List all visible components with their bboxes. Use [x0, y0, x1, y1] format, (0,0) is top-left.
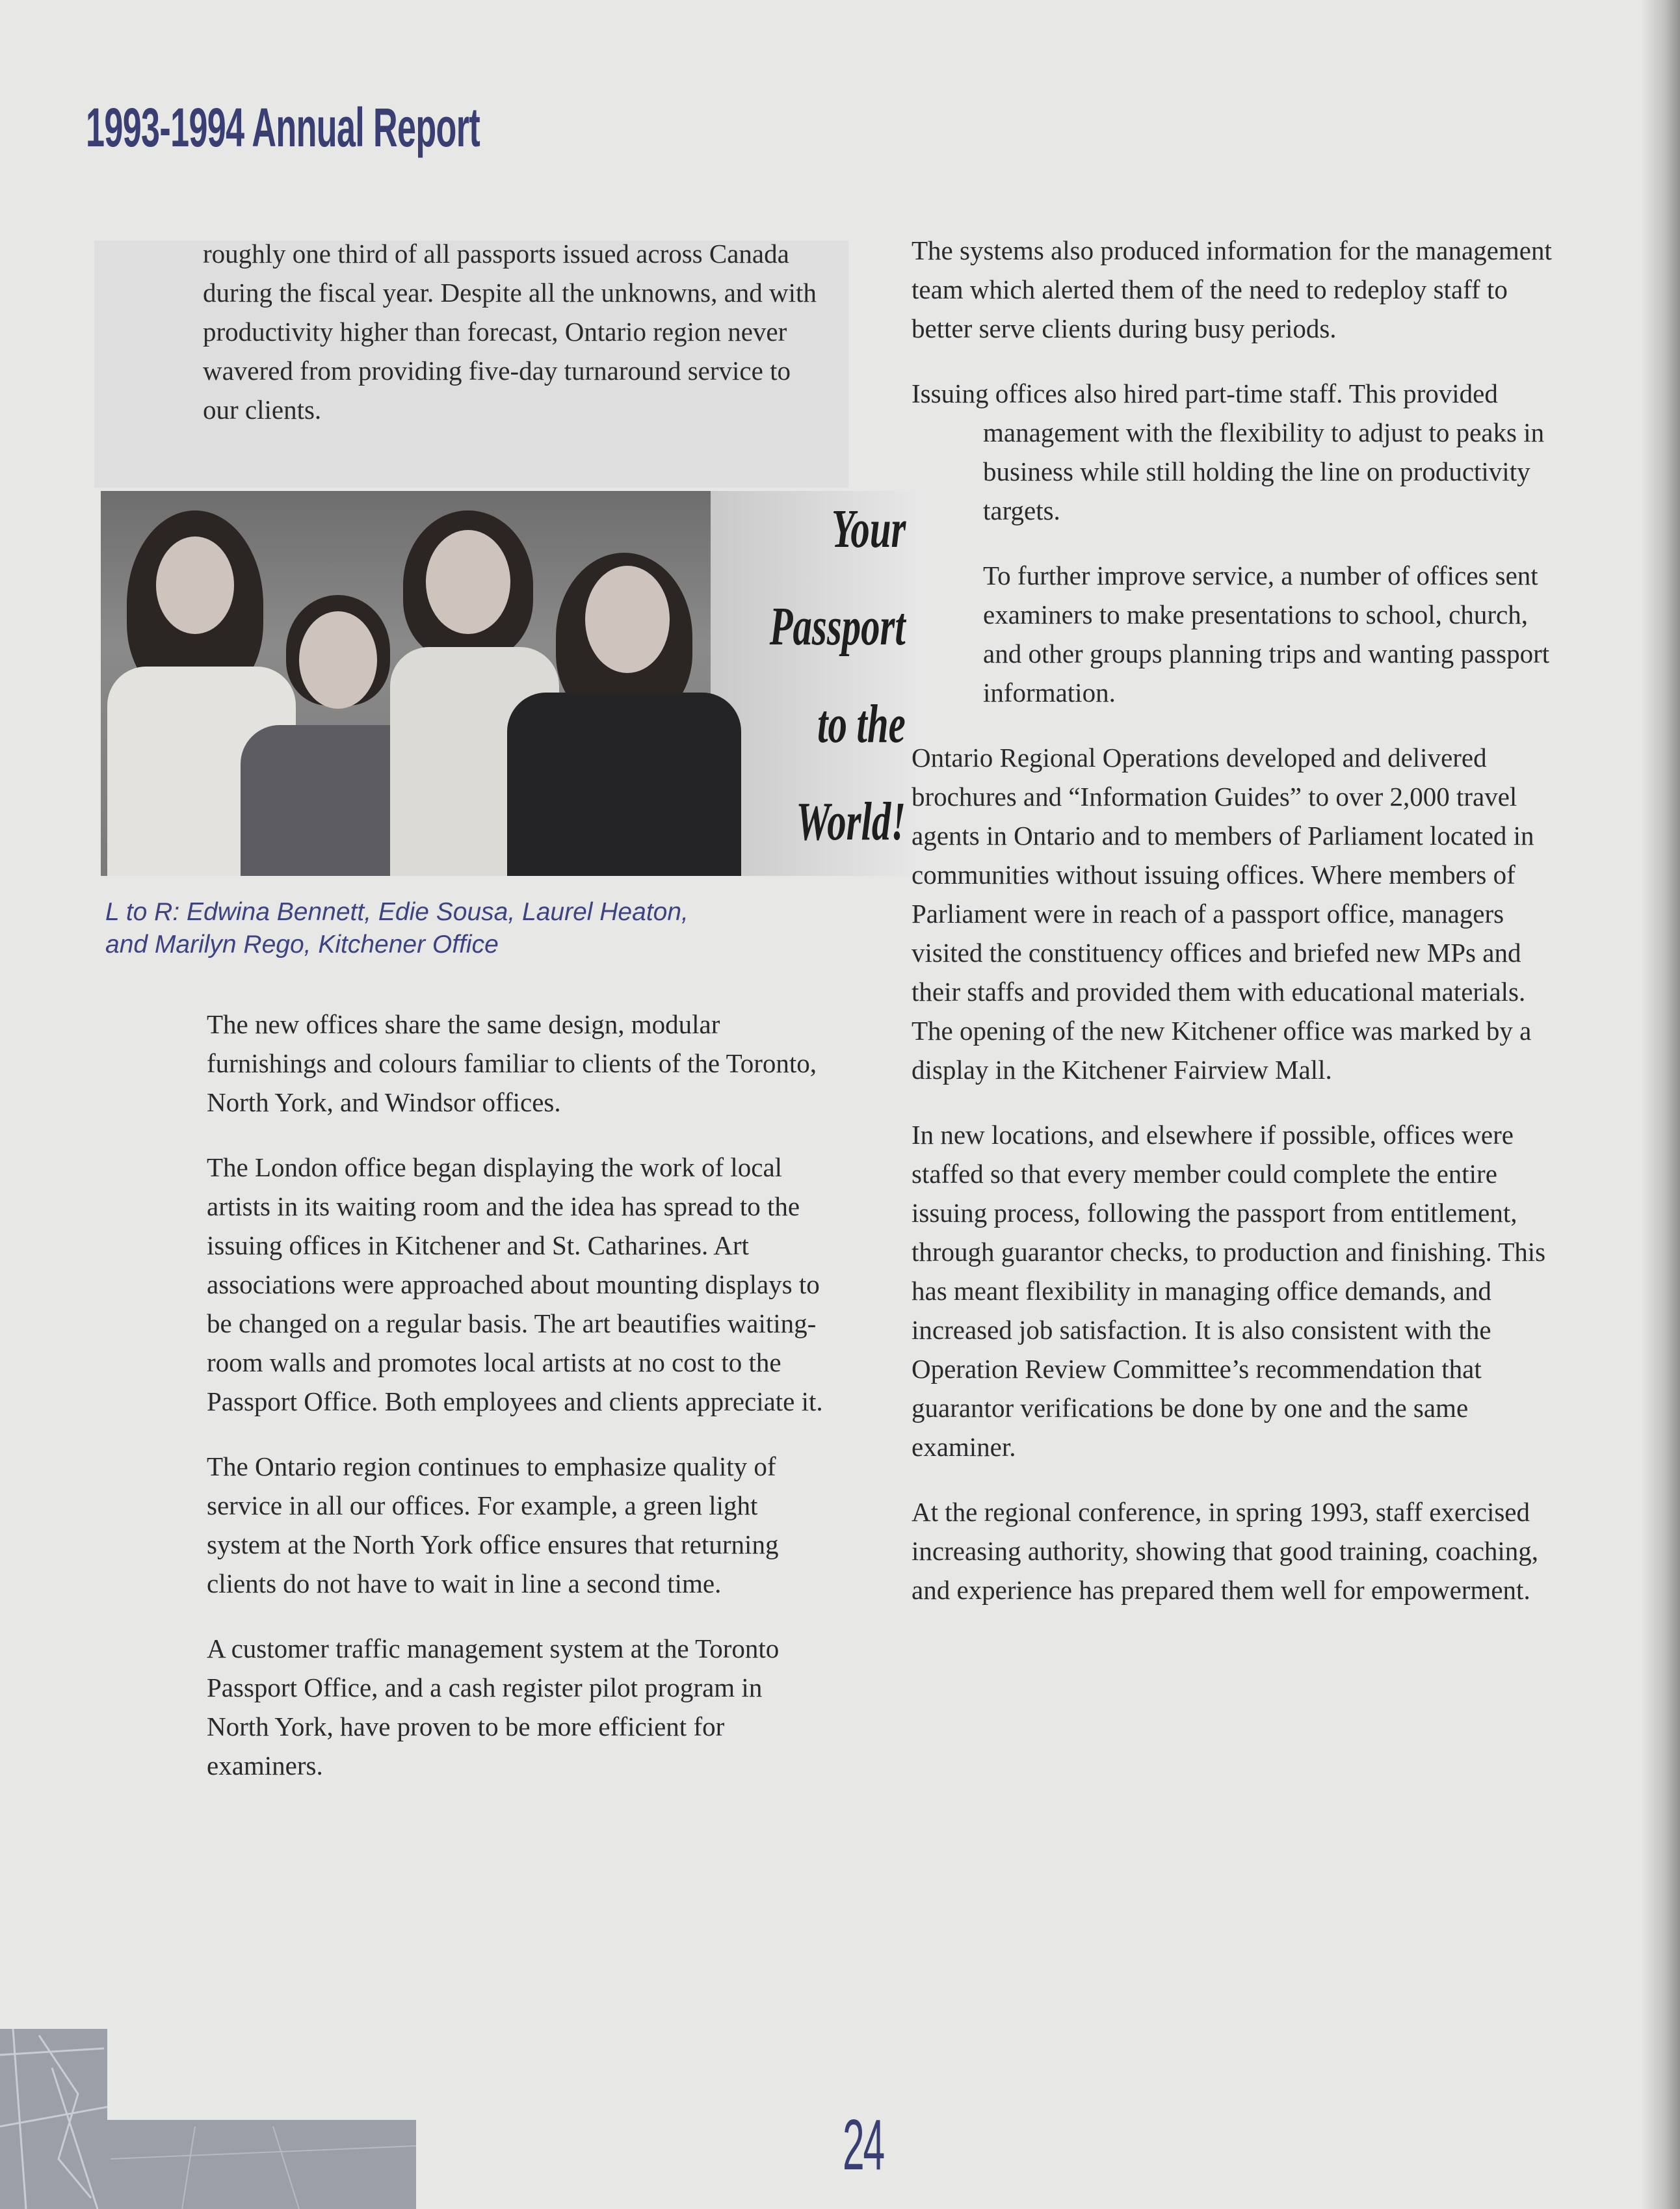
photo-caption: [105, 896, 853, 961]
slogan-line-4: World!: [796, 791, 906, 852]
slogan-line-2: Passport: [769, 596, 906, 657]
left-column-top: [203, 234, 827, 455]
running-header: 1993-1994 Annual Report: [86, 97, 480, 158]
paragraph: The Ontario region continues to emphasize quality of service in all our offices. For example, a green light system at the North York office ensures that returning clients do not have to wait in line a second time.: [207, 1451, 779, 1598]
map-lines-icon: [0, 2029, 416, 2209]
paragraph: Ontario Regional Operations developed and delivered brochures and “Information Guides” to over 2,000 travel agents in Ontario and to members of Parliament located in communities without issuing offices. Where members of Parliament were in reach of a passport office, managers visited the constituency offices and briefed new MPs and their staffs and provided them with educational materials. The opening of the new Kitchener office was marked by a display in the Kitchener Fairview Mall.: [912, 743, 1534, 1085]
map-decoration: [0, 2029, 416, 2209]
caption-line-2: and Marilyn Rego, Kitchener Office: [105, 931, 499, 959]
paragraph: The new offices share the same design, modular furnishings and colours familiar to clients of the Toronto, North York, and Windsor offices.: [207, 1009, 817, 1117]
paragraph: To further improve service, a number of offices sent examiners to make presentations to school, church, and other groups planning trips and wanting passport information.: [983, 561, 1550, 708]
paragraph: The London office began displaying the work of local artists in its waiting room and the idea has spread to the issuing offices in Kitchener and St. Catharines. Art associations were approached about mounting displays to be changed on a regular basis. The art beautifies waiting-room walls and promotes local artists at no cost to the Passport Office. Both employees and clients appreciate it.: [207, 1152, 823, 1416]
staff-photo: [101, 491, 925, 876]
paragraph: The systems also produced information for the management team which alerted them of the need to redeploy staff to better serve clients during busy periods.: [912, 235, 1552, 343]
paragraph: Issuing offices also hired part-time staff. This provided management with the flexibility to adjust to peaks in business while still holding the line on productivity targets.: [912, 378, 1545, 525]
right-column: [912, 231, 1562, 1635]
slogan-line-3: to the: [817, 694, 906, 754]
paragraph: A customer traffic management system at the Toronto Passport Office, and a cash register pilot program in North York, have proven to be more efficient for examiners.: [207, 1634, 780, 1780]
slogan-line-1: Your: [831, 499, 906, 559]
left-column-bottom: [207, 1005, 831, 1811]
page-number: 24: [843, 2105, 884, 2185]
paragraph: At the regional conference, in spring 1993, staff exercised increasing authority, showing that good training, coaching, and experience has prepared them well for empowerment.: [912, 1497, 1539, 1605]
paragraph: roughly one third of all passports issued across Canada during the fiscal year. Despite all the unknowns, and with productivity higher than forecast, Ontario region never wavered from providing five-day turnaround service to our clients.: [203, 239, 817, 425]
page-binding-shadow: [1641, 0, 1680, 2209]
caption-line-1: L to R: Edwina Bennett, Edie Sousa, Laurel Heaton,: [105, 898, 689, 926]
paragraph: In new locations, and elsewhere if possible, offices were staffed so that every member could complete the entire issuing process, following the passport from entitlement, through guarantor checks, to production and finishing. This has meant flexibility in managing office demands, and increased job satisfaction. It is also consistent with the Operation Review Committee’s recommendation that guarantor verifications be done by one and the same examiner.: [912, 1120, 1546, 1462]
